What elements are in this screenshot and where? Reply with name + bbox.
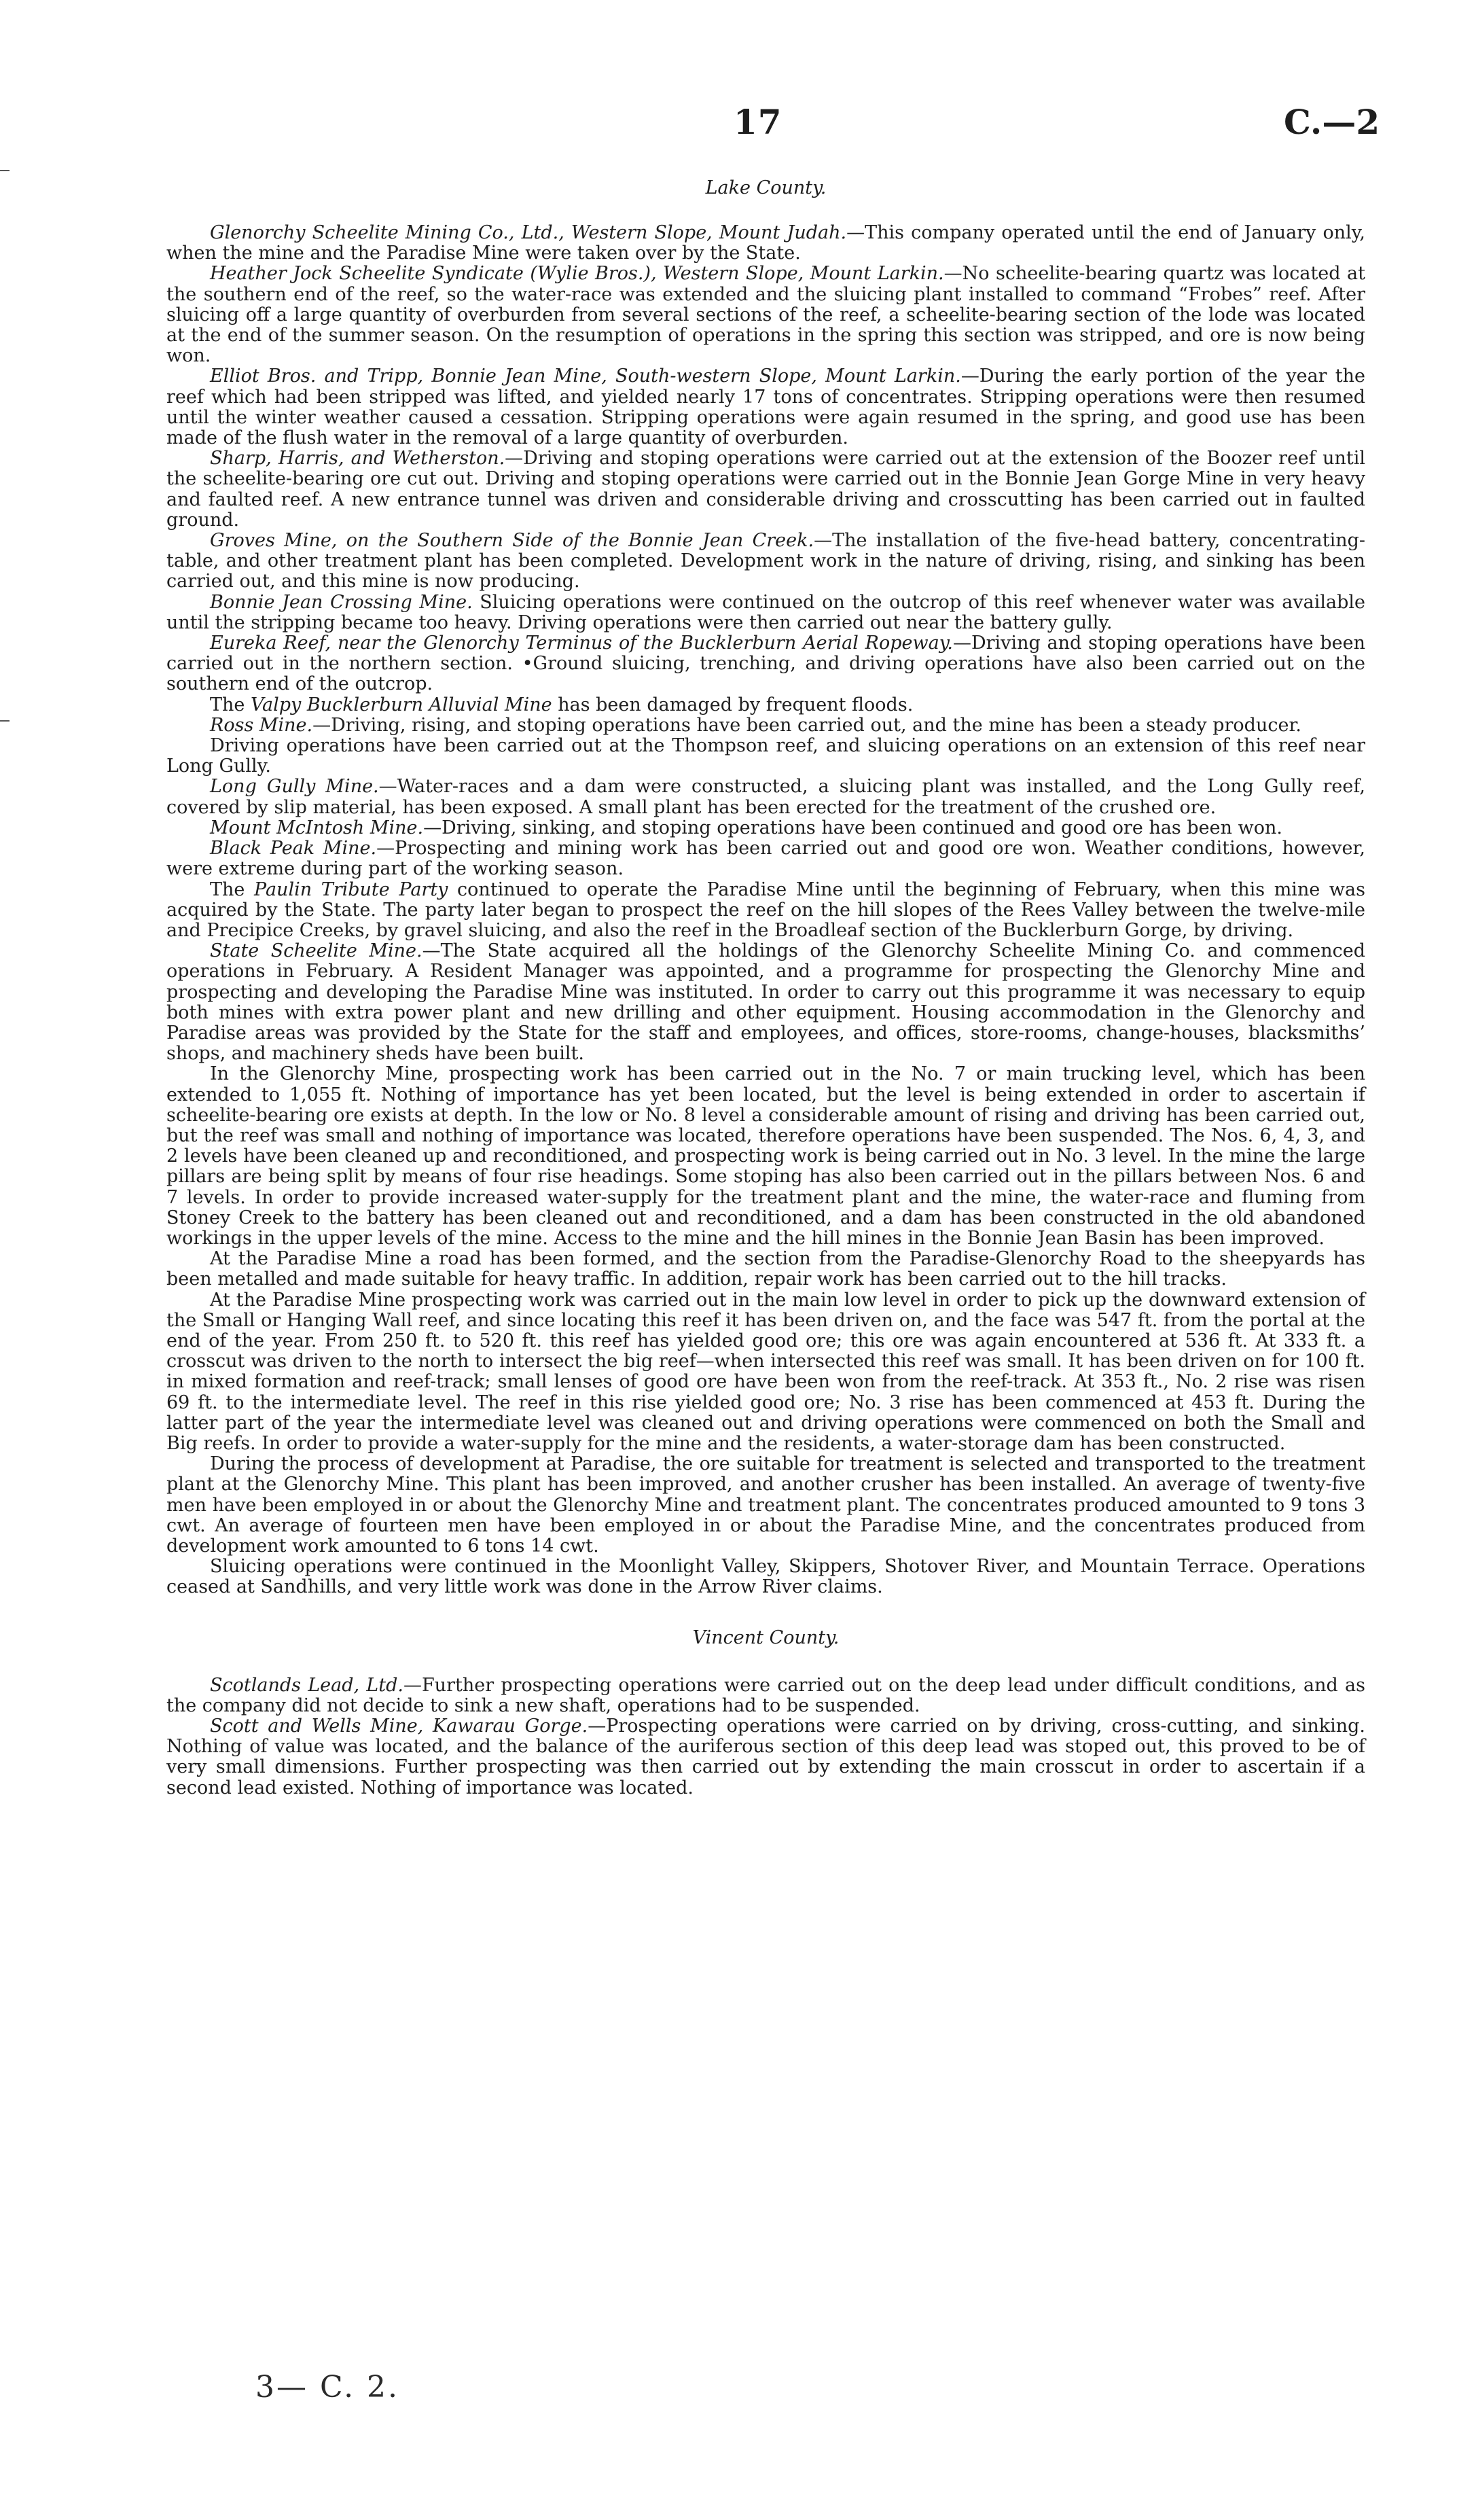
section-heading-lake-county: Lake County. [705,177,827,198]
paragraph-lead: Heather Jock Scheelite Syndicate (Wylie Bros.), Western Slope, Mount Larkin. [210,263,944,285]
paragraph-text: —Driving, sinking, and stoping operations have been continued and good ore has been won. [423,817,1282,838]
paragraph-text: —Prospecting and mining work has been carried out and good ore won. Weather conditions, however, were extreme during part of the working season. [166,838,1366,880]
paragraph [166,1557,1365,1597]
paragraph-text: In the Glenorchy Mine, prospecting work has been carried out in the No. 7 or main trucking level, which has been extended to 1,055 ft. Nothing of importance has yet been located, but the level is being extended in order to ascertain if scheelite-bearing ore exists at depth. In the low or No. 8 level a considerable amount of rising and driving has been carried out, but the reef was small and nothing of importance was located, therefore operations have been suspended. The Nos. 6, 4, 3, and 2 levels have been cleaned up and reconditioned, and prospecting work is being carried out in No. 3 level. In the mine the large pillars are being split by means of four rise headings. Some stoping has also been carried out in the pillars between Nos. 6 and 7 levels. In order to provide increased water-supply for the treatment plant and the mine, the water-race and fluming from Stoney Creek to the battery has been cleaned out and reconditioned, and a dam has been constructed in the old abandoned workings in the upper levels of the mine. Access to the mine and the hill mines in the Bonnie Jean Basin has been improved. [166,1063,1365,1249]
paragraph [166,941,1365,1064]
paragraph [166,592,1365,633]
paragraph-lead: Ross Mine. [210,714,313,736]
paragraph-text: —The State acquired all the holdings of the Glenorchy Scheelite Mining Co. and commenced operations in February. A Resident Manager was appointed, and a programme for prospecting the Glenorchy Mine and prospecting and developing the Paradise Mine was instituted. In order to carry out this programme it was necessary to equip both mines with extra power plant and new drilling and other equipment. Housing accommodation in the Glenorchy and Paradise areas was provided by the State for the staff and employees, and offices, store-rooms, change-houses, blacksmiths’ shops, and machinery sheds have been built. [166,940,1365,1065]
paragraph-text: has been damaged by frequent floods. [552,694,914,715]
paragraph [166,695,1365,715]
paragraph [166,633,1365,695]
paragraph [166,777,1365,817]
paragraph-lead: Elliot Bros. and Tripp, Bonnie Jean Mine, South-western Slope, Mount Larkin. [210,366,961,387]
paragraph-lead: Groves Mine, on the Southern Side of the Bonnie Jean Creek. [210,530,814,552]
paragraph-lead: Long Gully Mine. [210,776,379,798]
margin-rule-top [0,170,10,171]
paragraph [166,1454,1365,1557]
paragraph-pre: The [210,694,251,715]
paragraph-text: Driving operations have been carried out at the Thompson reef, and sluicing operations on an extension of this reef near Long Gully. [166,735,1365,777]
paragraph-lead: Scott and Wells Mine, Kawarau Gorge. [210,1716,588,1737]
paragraph-text: Sluicing operations were continued in the Moonlight Valley, Skippers, Shotover River, and Mountain Terrace. Operations ceased at Sandhills, and very little work was done in the Arrow River claims. [166,1556,1365,1598]
paragraph-lead: Valpy Bucklerburn Alluvial Mine [250,694,552,715]
paragraph [166,1716,1365,1798]
paragraph [166,818,1365,838]
paragraph-text: —Driving and stoping operations were carried out at the extension of the Boozer reef until the scheelite-bearing ore cut out. Driving and stoping operations were carried out in the Bonnie Jean Gorge Mine in very heavy and faulted reef. A new entrance tunnel was driven and considerable driving and crosscutting has been carried out in faulted ground. [166,448,1366,531]
signature-mark: 3— C. 2. [255,2370,400,2404]
paragraph [166,880,1365,942]
paragraph [166,1249,1365,1290]
paragraph [166,736,1365,777]
paragraph [166,448,1365,531]
paragraph [166,264,1365,366]
paragraph-text: —Further prospecting operations were carried out on the deep lead under difficult conditions, and as the company did not decide to sink a new shaft, operations had to be suspended. [166,1674,1365,1716]
section-heading-vincent-county: Vincent County. [692,1627,840,1648]
margin-rule-bottom [0,720,10,722]
report-code: C.—2 [1284,102,1380,142]
paragraph-lead: Sharp, Harris, and Wetherston. [210,448,505,469]
paragraph-text: continued to operate the Paradise Mine until the beginning of February, when this mine was acquired by the State. The party later began to prospect the reef on the hill slopes of the Rees Valley between the twelve-mile and Precipice Creeks, by gravel sluicing, and also the reef in the Broadleaf section of the Bucklerburn Gorge, by driving. [166,879,1365,941]
body-text [166,178,1365,1798]
paragraph-pre: The [210,879,254,900]
paragraph-lead: Bonnie Jean Crossing Mine. [210,591,473,613]
paragraph [166,838,1365,879]
paragraph-text: —Driving, rising, and stoping operations have been carried out, and the mine has been a steady producer. [312,714,1301,736]
paragraph [166,366,1365,448]
paragraph-lead: Eureka Reef, near the Glenorchy Terminus of the Bucklerburn Aerial Ropeway. [210,633,953,654]
paragraph-text: —Prospecting operations were carried on by driving, cross-cutting, and sinking. Nothing of value was located, and the balance of the auriferous section of this deep lead was stoped out, this proved to be of very small dimensions. Further prospecting was then carried out by extending the main crosscut in order to ascertain if a second lead existed. Nothing of importance was located. [166,1716,1365,1798]
paragraph-lead: Mount McIntosh Mine. [210,817,424,838]
paragraph-text: —Driving and stoping operations have been carried out in the northern section. •Ground sluicing, trenching, and driving operations have also been carried out on the southern end of the outcrop. [166,633,1365,695]
paragraph-text: —This company operated until the end of January only, when the mine and the Paradise Mine were taken over by the State. [166,222,1365,264]
paragraph-lead: Paulin Tribute Party [254,879,448,900]
paragraph-text: —The installation of the five-head battery, concentrating-table, and other treatment plant has been completed. Development work in the nature of driving, rising, and sinking has been carried out, and this mine is now producing. [166,530,1366,592]
page-number: 17 [734,102,782,142]
paragraph [166,715,1365,736]
paragraph-text: At the Paradise Mine a road has been formed, and the section from the Paradise-Glenorchy Road to the sheepyards has been metalled and made suitable for heavy traffic. In addition, repair work has been carried out to the hill tracks. [166,1248,1365,1290]
paragraph-text: —During the early portion of the year the reef which had been stripped was lifted, and yielded nearly 17 tons of concentrates. Stripping operations were then resumed until the winter weather caused a cessation. Stripping operations were again resumed in the spring, and good use has been made of the flush water in the removal of a large quantity of overburden. [166,366,1365,449]
paragraph-lead: Glenorchy Scheelite Mining Co., Ltd., Western Slope, Mount Judah. [210,222,847,243]
paragraph [166,531,1365,592]
paragraph [166,1290,1365,1455]
paragraph [166,223,1365,264]
paragraph-text: During the process of development at Paradise, the ore suitable for treatment is selected and transported to the treatment plant at the Glenorchy Mine. This plant has been improved, and another crusher has been installed. An average of twenty-five men have been employed in or about the Glenorchy Mine and treatment plant. The concentrates produced amounted to 9 tons 3 cwt. An average of fourteen men have been employed in or about the Paradise Mine, and the concentrates produced from development work amounted to 6 tons 14 cwt. [166,1453,1365,1557]
paragraph-lead: Scotlands Lead, Ltd. [210,1674,403,1696]
paragraph-lead: Black Peak Mine. [210,838,377,859]
paragraph-text: At the Paradise Mine prospecting work was carried out in the main low level in order to pick up the downward extension of the Small or Hanging Wall reef, and since locating this reef it has been driven on, and the face was 547 ft. from the portal at the end of the year. From 250 ft. to 520 ft. this reef has yielded good ore; this ore was again encountered at 536 ft. At 333 ft. a crosscut was driven to the north to intersect the big reef—when intersected this reef was small. It has been driven on for 100 ft. in mixed formation and reef-track; small lenses of good ore have been won from the reef-track. At 353 ft., No. 2 rise was risen 69 ft. to the intermediate level. The reef in this rise yielded good ore; No. 3 rise has been commenced at 453 ft. During the latter part of the year the intermediate level was cleaned out and driving operations were commenced on both the Small and Big reefs. In order to provide a water-supply for the mine and the residents, a water-storage dam has been constructed. [166,1289,1365,1454]
paragraph-text: —No scheelite-bearing quartz was located at the southern end of the reef, so the water-race was extended and the sluicing plant installed to command “Frobes” reef. After sluicing off a large quantity of overburden from several sections of the reef, a scheelite-bearing section of the lode was located at the end of the summer season. On the resumption of operations in the spring this section was stripped, and ore is now being won. [166,263,1365,367]
paragraph-text: Sluicing operations were continued on the outcrop of this reef whenever water was available until the stripping became too heavy. Driving operations were then carried out near the battery gully. [166,591,1365,633]
paragraph [166,1675,1365,1716]
paragraph [166,1064,1365,1249]
paragraph-text: —Water-races and a dam were constructed, a sluicing plant was installed, and the Long Gully reef, covered by slip material, has been exposed. A small plant has been erected for the treatment of the crushed ore. [166,776,1365,818]
paragraph-lead: State Scheelite Mine. [210,940,422,962]
